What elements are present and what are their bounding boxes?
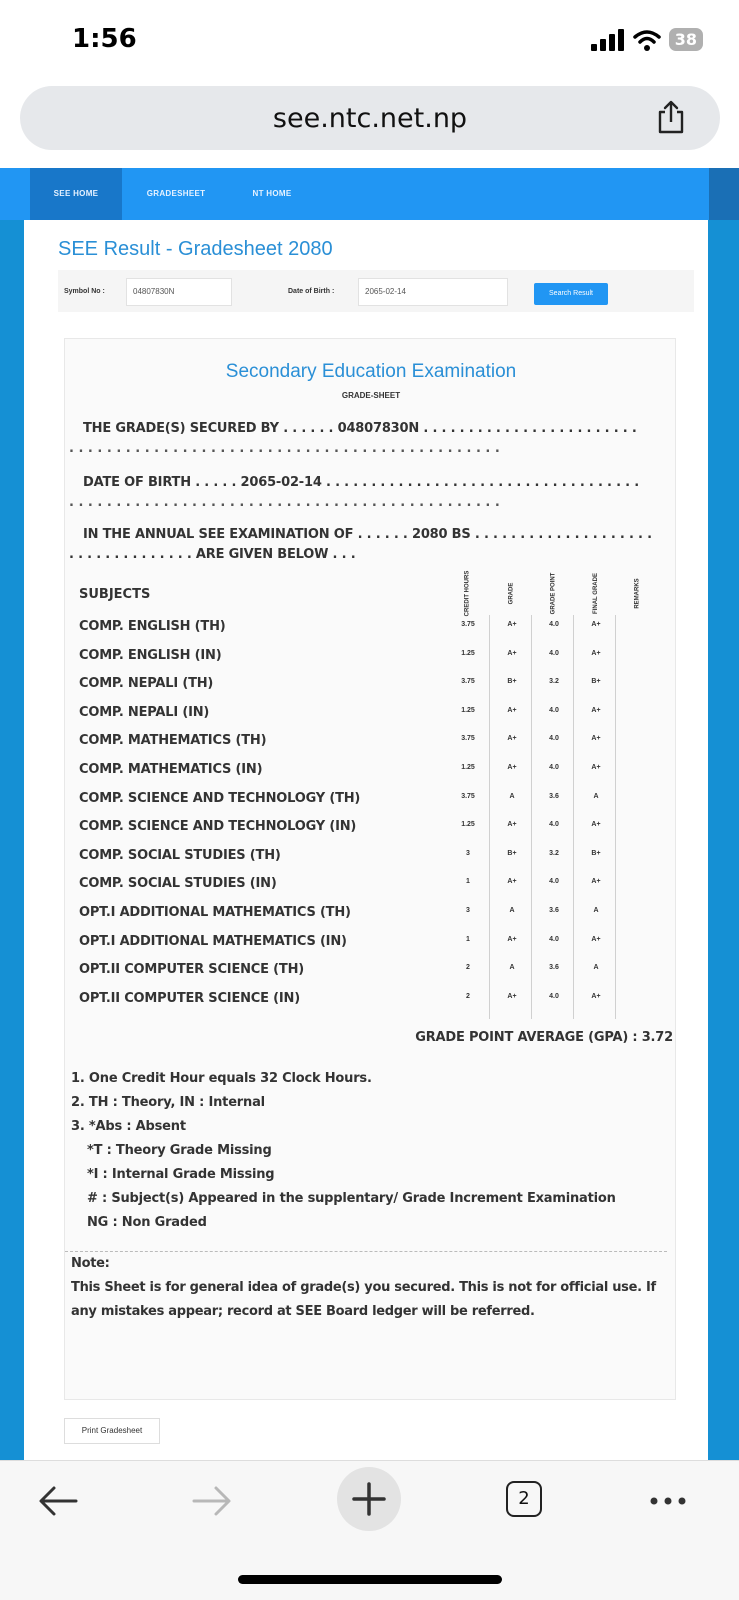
note-title: Note: [71, 1256, 110, 1271]
new-tab-button[interactable] [337, 1467, 401, 1531]
note-item: *I : Internal Grade Missing [87, 1167, 275, 1182]
table-row [79, 727, 649, 755]
cell-credit: 3 [466, 849, 470, 857]
cell-point: 4.0 [549, 621, 559, 628]
table-row [79, 785, 649, 813]
cell-credit: 2 [466, 964, 470, 972]
subject-name: COMP. MATHEMATICS (TH) [79, 733, 267, 749]
cell-grade: A+ [507, 878, 517, 886]
cell-point: 4.0 [549, 821, 559, 829]
table-row [79, 756, 649, 784]
cell-credit: 3.75 [461, 792, 475, 800]
cell-point: 3.2 [549, 849, 559, 857]
cell-final: A [593, 964, 599, 972]
address-bar[interactable] [20, 86, 720, 150]
nav-edge [709, 168, 739, 220]
note-body-line-1: This Sheet is for general idea of grade(s) you secured. This is not for official use. If [71, 1280, 656, 1295]
note-item: 2. TH : Theory, IN : Internal [71, 1095, 265, 1110]
gradesheet-card [64, 338, 676, 1400]
table-row [79, 928, 649, 956]
subject-name: COMP. SCIENCE AND TECHNOLOGY (IN) [79, 819, 357, 835]
subject-name: OPT.I ADDITIONAL MATHEMATICS (IN) [79, 933, 347, 949]
status-bar [0, 0, 739, 82]
symbol-label: Symbol No : [64, 288, 105, 295]
disclaimer-box [65, 1251, 667, 1371]
table-row [79, 642, 649, 670]
note-item: 3. *Abs : Absent [71, 1119, 186, 1134]
cell-final: A+ [591, 735, 601, 743]
dots-line-2: . . . . . . . . . . . . . . . . . . . . . . . . . . . . . . . . . . . . . . . . . . . . . . [69, 495, 500, 510]
subject-name: COMP. NEPALI (IN) [79, 704, 210, 720]
forward-arrow-icon[interactable] [190, 1483, 234, 1519]
cell-grade: B+ [507, 678, 517, 686]
cell-credit: 1 [466, 935, 470, 943]
exam-line-2: . . . . . . . . . . . . . . ARE GIVEN BELOW . . . [69, 547, 356, 562]
cell-credit: 1 [466, 878, 470, 886]
cell-grade: A+ [507, 649, 517, 657]
subject-name: COMP. NEPALI (TH) [79, 676, 214, 692]
table-row [79, 870, 649, 898]
table-row [79, 670, 649, 698]
note-item: *T : Theory Grade Missing [87, 1143, 272, 1158]
cell-point: 4.0 [549, 735, 559, 743]
wifi-icon [633, 29, 661, 51]
plus-icon [337, 1467, 401, 1531]
cellular-signal-icon [591, 29, 625, 51]
dob-line: DATE OF BIRTH . . . . . 2065-02-14 . . . . . . . . . . . . . . . . . . . . . . . . . . . . . . . . . . . [83, 475, 639, 490]
subject-name: COMP. SCIENCE AND TECHNOLOGY (TH) [79, 790, 361, 806]
cell-grade: A+ [507, 764, 517, 771]
dots-line-1: . . . . . . . . . . . . . . . . . . . . . . . . . . . . . . . . . . . . . . . . . . . . . . [69, 441, 500, 456]
cell-grade: A+ [507, 821, 517, 829]
cell-final: A [593, 792, 599, 800]
cell-point: 4.0 [549, 764, 559, 771]
cell-final: A+ [591, 706, 601, 714]
cell-final: A+ [591, 621, 601, 628]
exam-line: IN THE ANNUAL SEE EXAMINATION OF . . . . . . 2080 BS . . . . . . . . . . . . . . . . . . . . [83, 527, 652, 542]
table-row [79, 985, 649, 1013]
symbol-input[interactable]: 04807830N [126, 278, 232, 306]
nav-nt-home[interactable]: NT HOME [252, 189, 292, 198]
cell-credit: 3.75 [461, 678, 475, 686]
subject-name: COMP. SOCIAL STUDIES (TH) [79, 847, 281, 863]
status-time: 1:56 [72, 24, 137, 54]
cell-grade: A+ [507, 992, 517, 1000]
cell-final: B+ [591, 678, 601, 686]
cell-grade: A+ [507, 735, 517, 743]
dob-input[interactable]: 2065-02-14 [358, 278, 508, 306]
secured-by-line: THE GRADE(S) SECURED BY . . . . . . 04807830N . . . . . . . . . . . . . . . . . . . . . . . . [83, 421, 637, 436]
cell-credit: 1.25 [461, 706, 475, 714]
cell-final: A [593, 907, 599, 914]
subject-name: COMP. SOCIAL STUDIES (IN) [79, 876, 277, 892]
cell-point: 4.0 [549, 878, 559, 886]
cell-final: A+ [591, 649, 601, 657]
subject-name: COMP. MATHEMATICS (IN) [79, 762, 263, 777]
subject-name: COMP. ENGLISH (IN) [79, 647, 222, 663]
note-item: # : Subject(s) Appeared in the supplentary/ Grade Increment Examination [87, 1191, 616, 1206]
cell-credit: 3 [466, 907, 470, 914]
nav-see-home[interactable]: SEE HOME [30, 168, 122, 220]
cell-credit: 3.75 [461, 621, 475, 628]
cell-final: A+ [591, 992, 601, 1000]
table-row [79, 699, 649, 727]
cell-credit: 1.25 [461, 821, 475, 829]
tabs-button[interactable]: 2 [506, 1481, 542, 1517]
subjects-header: SUBJECTS [79, 587, 151, 602]
cell-credit: 1.25 [461, 649, 475, 657]
col-final-grade: FINAL GRADE [592, 572, 599, 614]
table-row [79, 842, 649, 870]
sheet-subtitle: GRADE-SHEET [341, 391, 401, 400]
home-indicator [238, 1575, 502, 1584]
nav-gradesheet[interactable]: GRADESHEET [146, 189, 206, 198]
sheet-title: Secondary Education Examination [225, 361, 517, 382]
subject-name: OPT.I ADDITIONAL MATHEMATICS (TH) [79, 905, 351, 920]
subject-name: OPT.II COMPUTER SCIENCE (TH) [79, 962, 304, 978]
browser-toolbar [0, 1460, 739, 1600]
cell-credit: 3.75 [461, 735, 475, 743]
cell-grade: A+ [507, 935, 517, 943]
note-item: 1. One Credit Hour equals 32 Clock Hours. [71, 1071, 372, 1086]
cell-point: 3.6 [549, 792, 559, 800]
cell-final: A+ [591, 935, 601, 943]
gpa-line: GRADE POINT AVERAGE (GPA) : 3.72 [415, 1030, 673, 1045]
table-row [79, 613, 649, 641]
table-row [79, 956, 649, 984]
cell-point: 4.0 [549, 992, 559, 1000]
page-title: SEE Result - Gradesheet 2080 [58, 238, 333, 260]
cell-final: A+ [591, 764, 601, 771]
col-grade: GRADE [508, 582, 515, 604]
cell-grade: A+ [507, 621, 517, 628]
battery-indicator: 38 [669, 28, 703, 51]
cell-credit: 1.25 [461, 764, 475, 771]
cell-grade: A [509, 907, 515, 914]
col-remarks: REMARKS [634, 577, 641, 609]
cell-grade: A [509, 964, 515, 972]
print-gradesheet-button[interactable]: Print Gradesheet [64, 1418, 160, 1444]
subject-name: COMP. ENGLISH (TH) [79, 619, 226, 634]
cell-point: 3.2 [549, 678, 559, 686]
cell-point: 4.0 [549, 935, 559, 943]
note-item: NG : Non Graded [87, 1215, 207, 1230]
cell-grade: A [509, 792, 515, 800]
cell-credit: 2 [466, 992, 470, 1000]
cell-final: A+ [591, 821, 601, 829]
col-grade-point: GRADE POINT [550, 572, 557, 614]
note-body-line-2: any mistakes appear; record at SEE Board ledger will be referred. [71, 1304, 535, 1319]
dob-label: Date of Birth : [288, 288, 335, 295]
cell-point: 3.6 [549, 964, 559, 972]
cell-point: 3.6 [549, 907, 559, 914]
url-text[interactable]: see.ntc.net.np [272, 103, 468, 134]
cell-point: 4.0 [549, 706, 559, 714]
table-row [79, 899, 649, 927]
top-nav [0, 168, 739, 220]
table-row [79, 813, 649, 841]
status-icons [591, 28, 703, 51]
cell-final: A+ [591, 878, 601, 886]
more-options-icon[interactable] [646, 1483, 690, 1519]
cell-final: B+ [591, 849, 601, 857]
share-icon[interactable] [656, 100, 686, 134]
subject-name: OPT.II COMPUTER SCIENCE (IN) [79, 990, 300, 1006]
cell-grade: A+ [507, 706, 517, 714]
search-result-button[interactable]: Search Result [534, 283, 608, 305]
back-arrow-icon[interactable] [36, 1483, 80, 1519]
cell-point: 4.0 [549, 649, 559, 657]
cell-grade: B+ [507, 849, 517, 857]
col-credit-hours: CREDIT HOURS [464, 570, 471, 616]
